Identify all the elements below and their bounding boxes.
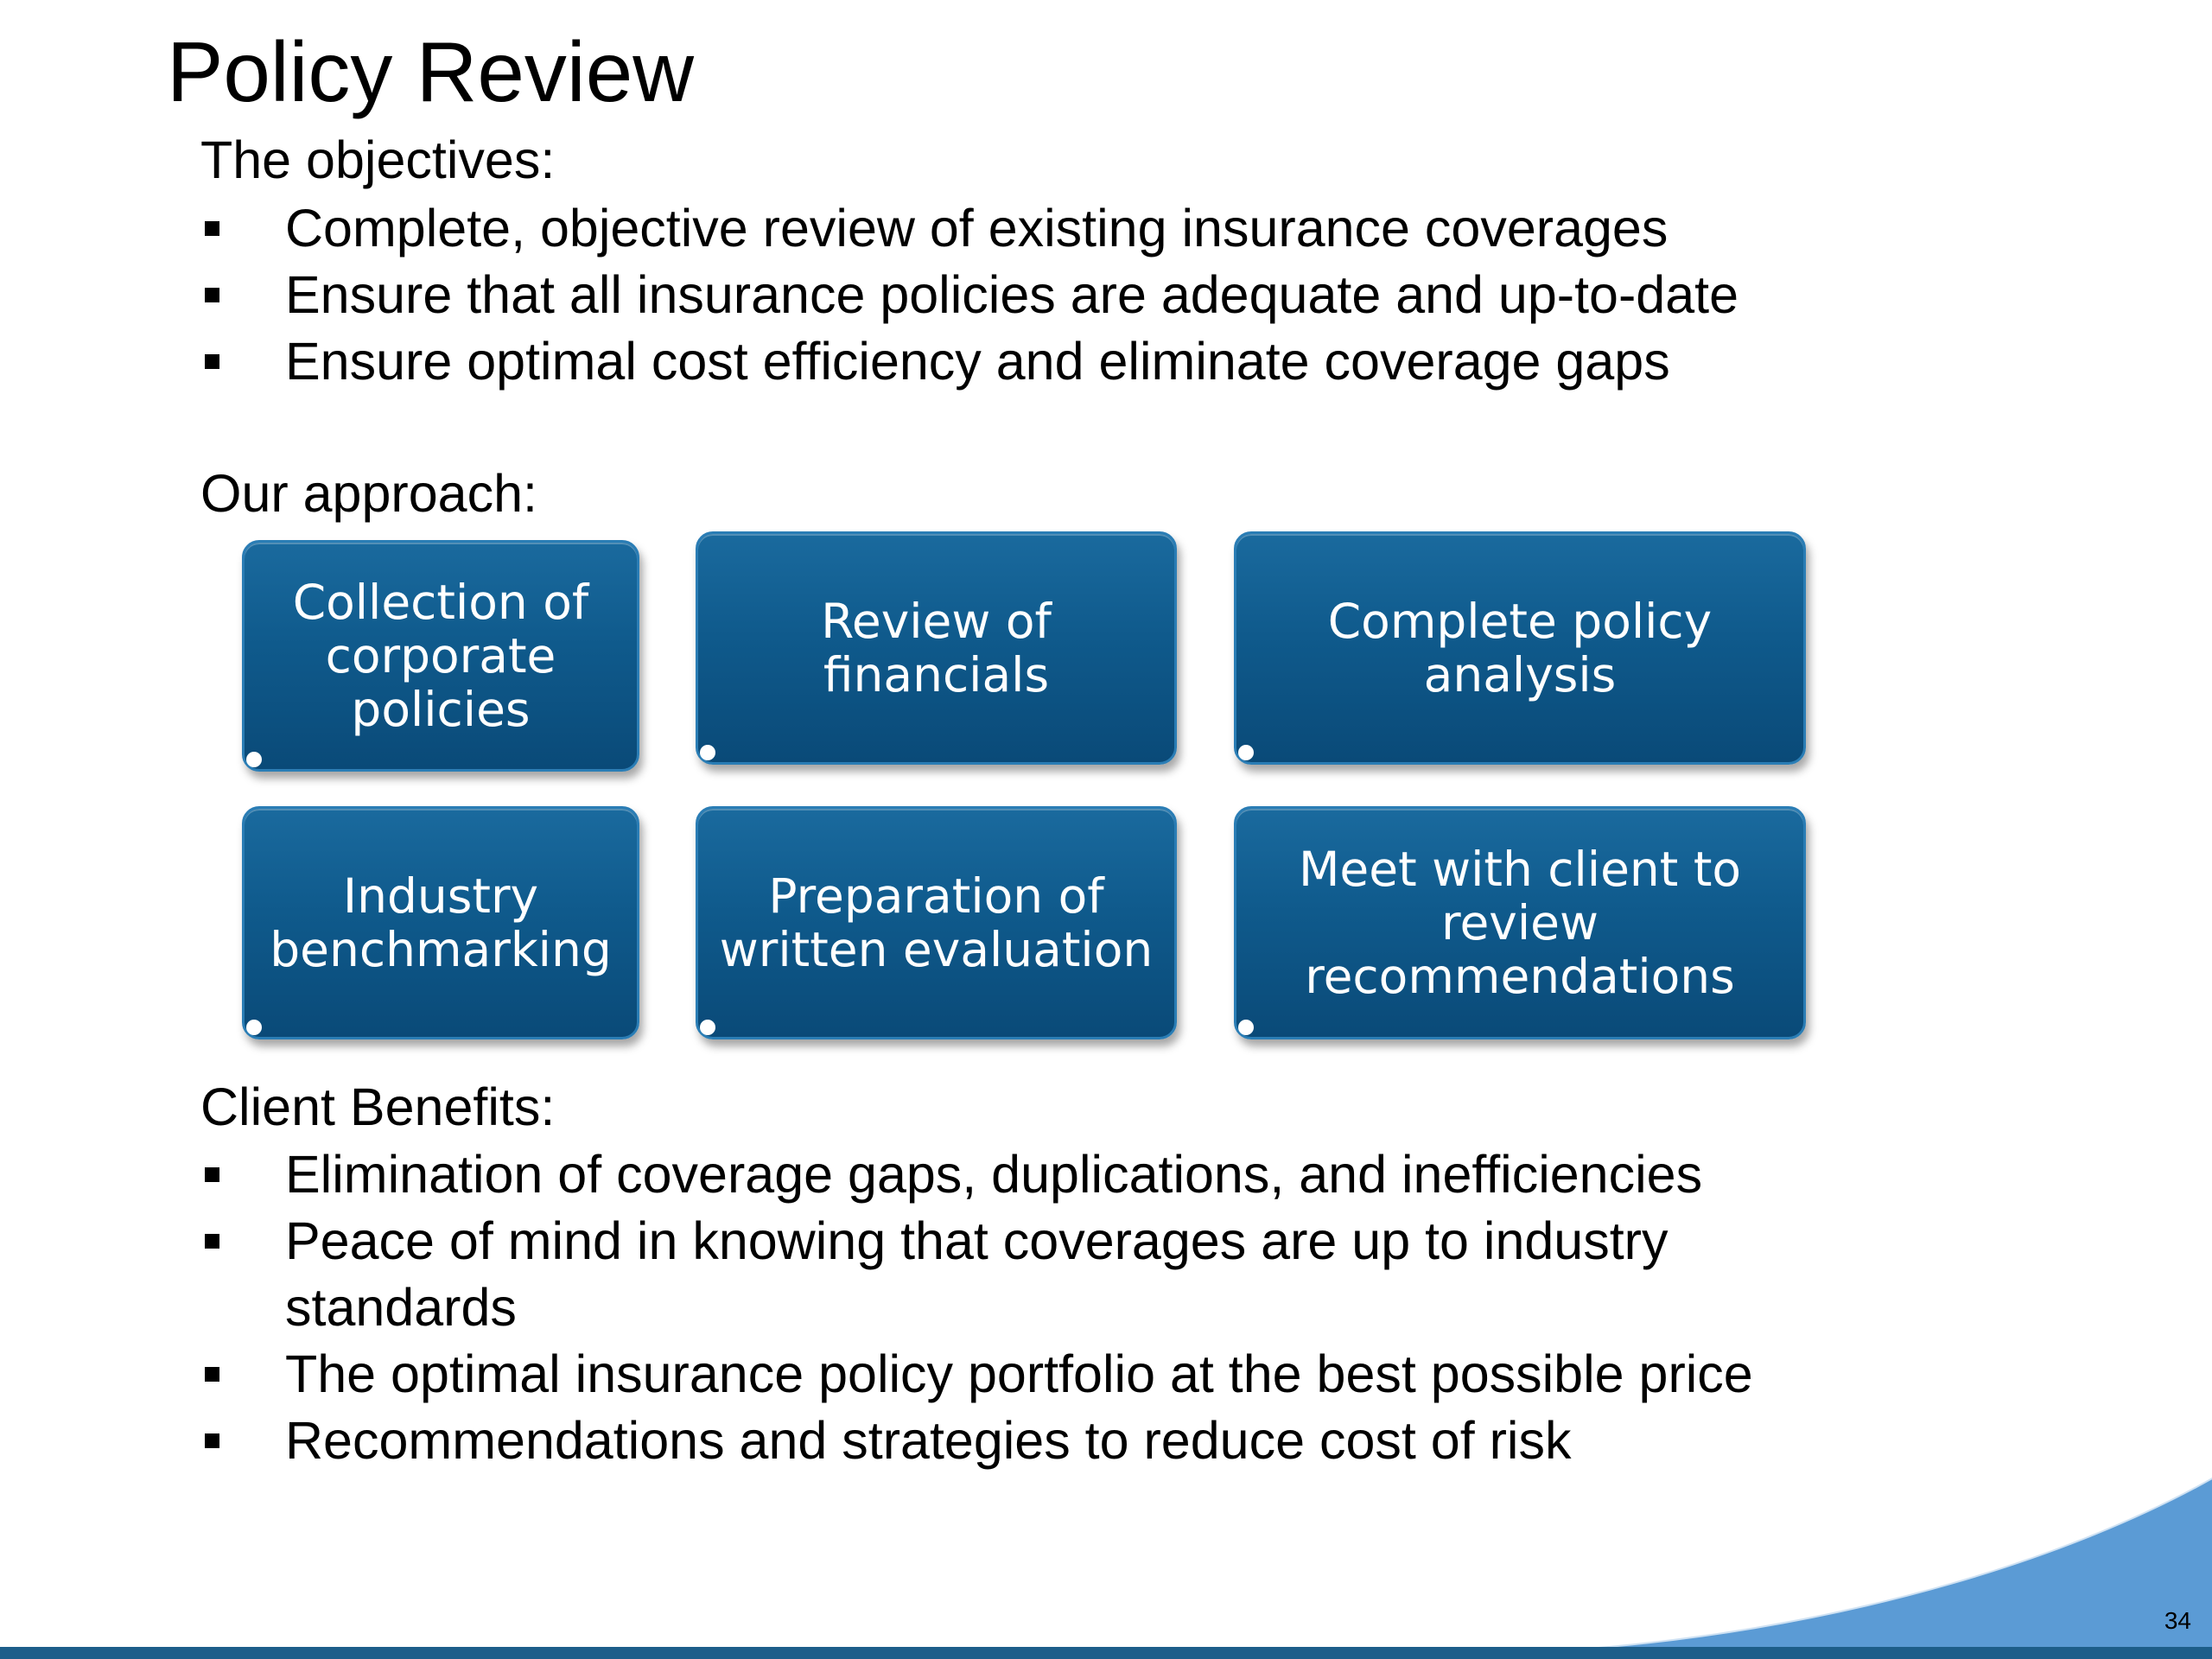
approach-step: Review of financials [696,531,1177,765]
approach-step: Preparation of written evaluation [696,806,1177,1039]
slide-title: Policy Review [167,24,694,119]
list-item: Peace of mind in knowing that coverages are up to industry standards [200,1208,1806,1341]
approach-step: Meet with client to review recommendations [1234,806,1806,1039]
list-item: Recommendations and strategies to reduce cost of risk [200,1408,2031,1474]
objectives-heading: The objectives: [200,130,556,189]
approach-heading: Our approach: [200,464,537,523]
approach-step: Industry benchmarking [242,806,639,1039]
list-item: The optimal insurance policy portfolio at the best possible price [200,1341,2031,1408]
approach-step: Complete policy analysis [1234,531,1806,765]
list-item: Ensure optimal cost efficiency and eliminate coverage gaps [200,328,2031,395]
benefits-heading: Client Benefits: [200,1077,556,1136]
approach-step: Collection of corporate policies [242,540,639,772]
swoosh-shape [1599,1478,2212,1647]
page-number: 34 [2164,1607,2191,1634]
list-item: Elimination of coverage gaps, duplications, and inefficiencies [200,1141,2031,1208]
list-item: Ensure that all insurance policies are adequate and up-to-date [200,262,2031,328]
list-item: Complete, objective review of existing insurance coverages [200,195,2031,262]
footer-bar [0,1647,2212,1659]
